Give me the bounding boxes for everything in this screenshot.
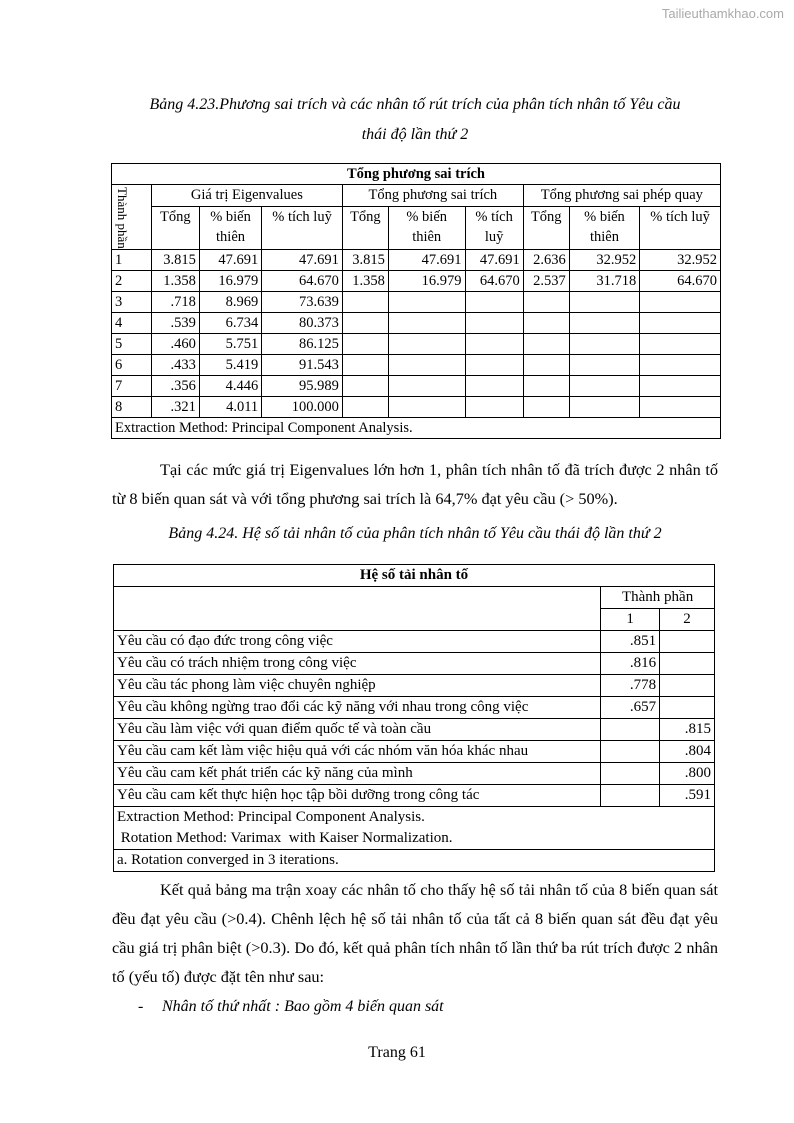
table-cell [569, 376, 640, 397]
table-cell: 2.636 [523, 250, 569, 271]
loading-value [660, 697, 715, 719]
variable-label: Yêu cầu tác phong làm việc chuyên nghiệp [114, 675, 601, 697]
table-cell: 64.670 [262, 271, 343, 292]
table-cell [465, 376, 523, 397]
group-extraction: Tổng phương sai trích [342, 185, 523, 207]
table-cell: 64.670 [640, 271, 721, 292]
component-number: 7 [112, 376, 152, 397]
table-cell [465, 292, 523, 313]
table-cell: .718 [151, 292, 199, 313]
table-cell [640, 376, 721, 397]
table-cell [640, 397, 721, 418]
watermark: Tailieuthamkhao.com [661, 6, 784, 21]
table-cell: .321 [151, 397, 199, 418]
table-cell [465, 313, 523, 334]
table-cell [523, 334, 569, 355]
table-cell [465, 334, 523, 355]
variable-label: Yêu cầu cam kết làm việc hiệu quả với các nhóm văn hóa khác nhau [114, 741, 601, 763]
loading-group-header: Thành phần [601, 587, 715, 609]
variance-table-footer: Extraction Method: Principal Component Analysis. [112, 418, 721, 439]
table1-caption-line2: thái độ lần thứ 2 [361, 126, 469, 143]
table-cell: 16.979 [388, 271, 465, 292]
table-cell: 4.011 [199, 397, 261, 418]
page-number: Trang 61 [368, 1044, 426, 1061]
table-cell: 32.952 [640, 250, 721, 271]
table-cell: 73.639 [262, 292, 343, 313]
loading-value [601, 785, 660, 807]
table-cell [342, 292, 388, 313]
loading-value: .657 [601, 697, 660, 719]
table-row [112, 292, 721, 313]
component-number: 4 [112, 313, 152, 334]
table-cell: 86.125 [262, 334, 343, 355]
table-row [114, 763, 715, 785]
loading-table-title: Hệ số tải nhân tố [114, 565, 715, 587]
loading-value: .816 [601, 653, 660, 675]
sub-header-3: % tích luỹ [262, 207, 343, 250]
paragraph-results: Kết quả bảng ma trận xoay các nhân tố cho thấy hệ số tải nhân tố của 8 biến quan sát đều đạt yêu cầu (>0.4). Chênh lệch hệ số tải nhân tố của tất cả 8 biến quan sát đều đạt yêu cầu giá trị phân biệt (>0.3). Do đó, kết quả phân tích nhân tố lần thứ ba rút trích được 2 nhân tố (yếu tố) được đặt tên như sau: [112, 880, 718, 986]
table-cell [388, 355, 465, 376]
group-eigenvalues: Giá trị Eigenvalues [151, 185, 342, 207]
loading-value: .804 [660, 741, 715, 763]
table-cell [569, 355, 640, 376]
table-row [112, 397, 721, 418]
loading-value [601, 763, 660, 785]
table-row [114, 675, 715, 697]
component-number: 6 [112, 355, 152, 376]
table-cell [523, 355, 569, 376]
loading-table-footer-iterations: a. Rotation converged in 3 iterations. [114, 850, 715, 872]
loading-value [601, 719, 660, 741]
footer-rotation: Rotation Method: Varimax with Kaiser Normalization. [117, 830, 453, 846]
sub-header-4: Tổng [342, 207, 388, 250]
table1-caption-line1: Bảng 4.23.Phương sai trích và các nhân tố rút trích của phân tích nhân tố Yêu cầu [149, 96, 681, 113]
table-row [114, 785, 715, 807]
table-cell: 47.691 [262, 250, 343, 271]
component-number: 5 [112, 334, 152, 355]
footer-extraction: Extraction Method: Principal Component Analysis. [117, 809, 425, 825]
table-cell: .433 [151, 355, 199, 376]
variable-label: Yêu cầu có trách nhiệm trong công việc [114, 653, 601, 675]
table-cell: 47.691 [199, 250, 261, 271]
loading-table-footer-methods [114, 807, 715, 850]
table-cell: 31.718 [569, 271, 640, 292]
table-cell [569, 334, 640, 355]
table-row [112, 271, 721, 292]
table-cell: .460 [151, 334, 199, 355]
table-cell: 3.815 [342, 250, 388, 271]
variable-label: Yêu cầu không ngừng trao đổi các kỹ năng với nhau trong công việc [114, 697, 601, 719]
table-row [112, 313, 721, 334]
table-cell: 100.000 [262, 397, 343, 418]
table-cell: .356 [151, 376, 199, 397]
component-number: 2 [112, 271, 152, 292]
table-cell [388, 313, 465, 334]
table-cell: 6.734 [199, 313, 261, 334]
row-header-cell [112, 185, 152, 250]
table-cell [465, 397, 523, 418]
table-cell [640, 355, 721, 376]
table-row [114, 741, 715, 763]
loading-col-1: 1 [601, 609, 660, 631]
variance-table-title: Tổng phương sai trích [112, 164, 721, 185]
loading-value: .800 [660, 763, 715, 785]
table-row [112, 250, 721, 271]
sub-header-7: Tổng [523, 207, 569, 250]
table-cell: 91.543 [262, 355, 343, 376]
loading-value [660, 631, 715, 653]
table-cell: 47.691 [465, 250, 523, 271]
table-cell [342, 313, 388, 334]
table-row [114, 719, 715, 741]
loading-table-blank [114, 587, 601, 631]
table-cell: .539 [151, 313, 199, 334]
table-cell [388, 292, 465, 313]
table-cell [569, 292, 640, 313]
sub-header-9: % tích luỹ [640, 207, 721, 250]
table-cell: 1.358 [342, 271, 388, 292]
table-cell [342, 397, 388, 418]
bullet-factor-one: Nhân tố thứ nhất : Bao gồm 4 biến quan sát [162, 998, 444, 1015]
loading-table [113, 564, 715, 872]
table-row [114, 653, 715, 675]
table-cell [342, 376, 388, 397]
table-cell: 4.446 [199, 376, 261, 397]
loading-value: .815 [660, 719, 715, 741]
table-row [114, 631, 715, 653]
loading-value: .851 [601, 631, 660, 653]
table-cell: 5.751 [199, 334, 261, 355]
sub-header-2: % biến thiên [199, 207, 261, 250]
table-row [112, 334, 721, 355]
table-cell [640, 334, 721, 355]
group-rotation: Tổng phương sai phép quay [523, 185, 720, 207]
component-number: 8 [112, 397, 152, 418]
table-cell: 32.952 [569, 250, 640, 271]
variable-label: Yêu cầu cam kết thực hiện học tập bồi dưỡng trong công tác [114, 785, 601, 807]
table-cell [523, 313, 569, 334]
table-cell: 3.815 [151, 250, 199, 271]
sub-header-5: % biến thiên [388, 207, 465, 250]
loading-value [601, 741, 660, 763]
table-cell [388, 334, 465, 355]
table-row [114, 697, 715, 719]
variable-label: Yêu cầu cam kết phát triển các kỹ năng của mình [114, 763, 601, 785]
table-row [112, 376, 721, 397]
table-cell [465, 355, 523, 376]
table-cell [640, 313, 721, 334]
table-cell [388, 397, 465, 418]
table-cell [523, 292, 569, 313]
table-cell: 8.969 [199, 292, 261, 313]
bullet-marker: - [138, 998, 144, 1015]
sub-header-8: % biến thiên [569, 207, 640, 250]
table-cell [523, 376, 569, 397]
table-row [112, 355, 721, 376]
loading-value: .778 [601, 675, 660, 697]
table-cell: 95.989 [262, 376, 343, 397]
table-cell: 64.670 [465, 271, 523, 292]
loading-value [660, 653, 715, 675]
sub-header-1: Tổng [151, 207, 199, 250]
loading-col-2: 2 [660, 609, 715, 631]
table-cell: 16.979 [199, 271, 261, 292]
table-cell: 5.419 [199, 355, 261, 376]
table-cell [569, 313, 640, 334]
table-cell [640, 292, 721, 313]
variable-label: Yêu cầu làm việc với quan điểm quốc tế và toàn cầu [114, 719, 601, 741]
table-cell: 2.537 [523, 271, 569, 292]
loading-value [660, 675, 715, 697]
table-cell [569, 397, 640, 418]
component-number: 1 [112, 250, 152, 271]
paragraph-eigenvalues: Tại các mức giá trị Eigenvalues lớn hơn 1, phân tích nhân tố đã trích được 2 nhân tố từ 8 biến quan sát và với tổng phương sai trích là 64,7% đạt yêu cầu (> 50%). [112, 460, 718, 508]
table-cell [523, 397, 569, 418]
table-cell [342, 355, 388, 376]
table-cell: 80.373 [262, 313, 343, 334]
row-header-label: Thành phần [115, 187, 130, 249]
table-cell: 47.691 [388, 250, 465, 271]
variable-label: Yêu cầu có đạo đức trong công việc [114, 631, 601, 653]
variance-table [111, 163, 721, 439]
table-cell: 1.358 [151, 271, 199, 292]
table-cell [388, 376, 465, 397]
loading-value: .591 [660, 785, 715, 807]
table-cell [342, 334, 388, 355]
table2-caption: Bảng 4.24. Hệ số tải nhân tố của phân tích nhân tố Yêu cầu thái độ lần thứ 2 [168, 525, 662, 542]
component-number: 3 [112, 292, 152, 313]
sub-header-6: % tích luỹ [465, 207, 523, 250]
